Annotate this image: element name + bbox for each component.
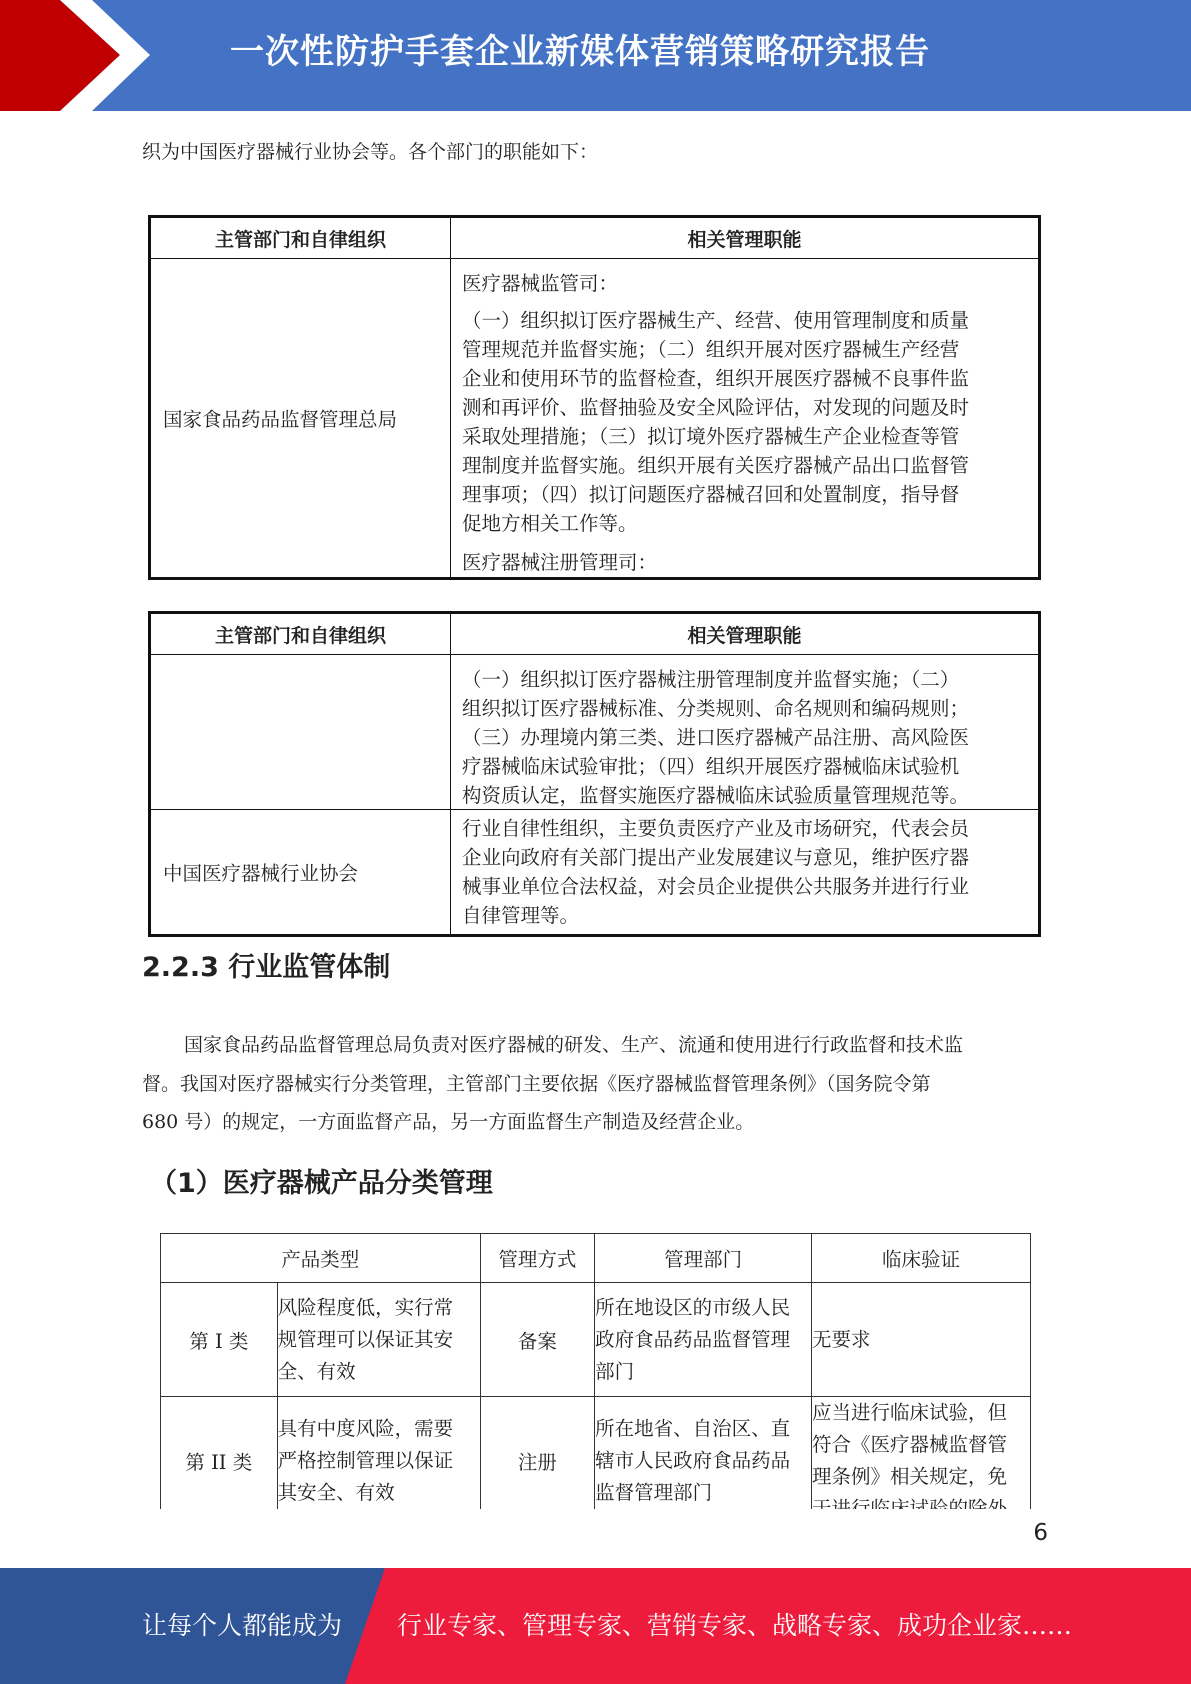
page-number: 6: [1033, 1520, 1048, 1546]
text-line: 符合《医疗器械监督管: [812, 1433, 1008, 1456]
function-paragraph: [462, 306, 1028, 538]
header-product-type: 产品类型: [161, 1234, 481, 1283]
table-header-row: [151, 614, 1038, 654]
section-heading: 2.2.3 行业监管体制: [142, 952, 391, 983]
text-line: 企业和使用环节的监督检查，组织开展医疗器械不良事件监: [462, 367, 970, 390]
subsection-heading: （1）医疗器械产品分类管理: [150, 1168, 493, 1199]
desc-cell: [277, 1283, 480, 1397]
footer-banner: [0, 1568, 1191, 1684]
text-line: 促地方相关工作等。: [462, 512, 638, 535]
header-cell-function: 相关管理职能: [687, 624, 802, 647]
text-line: 部门: [595, 1359, 635, 1383]
org-cell-empty: [151, 655, 451, 809]
regulator-table-2: [148, 611, 1041, 937]
text-line: 测和再评价、监督抽验及安全风险评估，对发现的问题及时: [462, 396, 970, 419]
function-cell: [451, 259, 1038, 577]
text-line: 采取处理措施；（三）拟订境外医疗器械生产企业检查等管: [462, 425, 960, 448]
text-line: 所在地设区的市级人民: [595, 1295, 791, 1319]
header-cell-org: 主管部门和自律组织: [151, 218, 451, 258]
desc-cell: [277, 1397, 480, 1526]
org-cell: [151, 810, 451, 934]
text-line: 具有中度风险，需要: [277, 1417, 454, 1440]
header-clinical-verification: 临床验证: [812, 1234, 1031, 1283]
text-line: 构资质认定，监督实施医疗器械临床试验质量管理规范等。: [462, 784, 970, 807]
footer-slogan-right: 行业专家、管理专家、营销专家、战略专家、成功企业家……: [397, 1611, 1073, 1640]
function-cell: [451, 810, 1038, 934]
footer-slogan-left: 让每个人都能成为: [142, 1611, 343, 1640]
text-line: 企业向政府有关部门提出产业发展建议与意见，维护医疗器: [462, 846, 970, 869]
text-line: 辖市人民政府食品药品: [595, 1449, 791, 1472]
table-row: [161, 1283, 1031, 1397]
header-cell-function: 相关管理职能: [687, 228, 802, 251]
text-line: 行业自律性组织，主要负责医疗产业及市场研究，代表会员: [462, 817, 970, 840]
text-line: 管理规范并监督实施；（二）组织开展对医疗器械生产经营: [462, 338, 960, 361]
body-paragraph: [142, 1026, 1047, 1142]
table-row: [161, 1397, 1031, 1526]
dept-cell: [595, 1397, 812, 1526]
text-line: 规管理可以保证其安: [277, 1327, 454, 1351]
method-cell: 注册: [480, 1397, 595, 1526]
text-line: （一）组织拟订医疗器械生产、经营、使用管理制度和质量: [462, 309, 970, 332]
header-management-dept: 管理部门: [595, 1234, 812, 1283]
text-line: 国家食品药品监督管理总局负责对医疗器械的研发、生产、流通和使用进行行政监督和技术监: [184, 1034, 964, 1056]
text-line: 自律管理等。: [462, 904, 580, 927]
table-row: [151, 809, 1038, 934]
table-header-row: [151, 218, 1038, 258]
text-line: （一）组织拟订医疗器械注册管理制度并监督实施；（二）: [462, 668, 960, 691]
dept-cell: [595, 1283, 812, 1397]
table-header-row: [161, 1234, 1031, 1283]
text-line: 其安全、有效: [277, 1481, 395, 1504]
text-line: 督。我国对医疗器械实行分类管理，主管部门主要依据《医疗器械监督管理条例》（国务院令第: [142, 1072, 931, 1095]
text-line: 无要求: [812, 1327, 871, 1351]
method-cell: 备案: [480, 1283, 595, 1397]
header-banner: [0, 0, 1191, 111]
text-line: 理条例》相关规定，免: [812, 1465, 1008, 1488]
text-line: 所在地省、自治区、直: [595, 1417, 791, 1440]
table-row: [151, 654, 1038, 809]
clinical-cell: [812, 1397, 1031, 1526]
text-line: 械事业单位合法权益，对会员企业提供公共服务并进行行业: [462, 875, 970, 898]
class-cell: 第 II 类: [161, 1397, 278, 1526]
org-name: 国家食品药品监督管理总局: [163, 408, 398, 431]
text-line: 监督管理部门: [595, 1481, 713, 1504]
text-line: 680 号）的规定，一方面监督产品，另一方面监督生产制造及经营企业。: [142, 1111, 755, 1133]
function-cell: [451, 655, 1038, 809]
text-line: 理事项；（四）拟订问题医疗器械召回和处置制度，指导督: [462, 483, 960, 506]
header-management-method: 管理方式: [480, 1234, 595, 1283]
text-line: 严格控制管理以保证: [277, 1449, 454, 1472]
text-line: 医疗器械监管司：: [462, 272, 619, 295]
report-title: 一次性防护手套企业新媒体营销策略研究报告: [230, 32, 930, 72]
header-cell-org: 主管部门和自律组织: [151, 614, 451, 654]
intro-text: 织为中国医疗器械行业协会等。各个部门的职能如下：: [142, 141, 599, 163]
regulator-table-1: [148, 215, 1041, 580]
classification-table: [160, 1233, 1031, 1526]
text-line: 医疗器械注册管理司：: [462, 551, 658, 574]
org-cell: [151, 259, 451, 577]
text-line: 疗器械临床试验审批；（四）组织开展医疗器械临床试验机: [462, 755, 960, 778]
text-line: 政府食品药品监督管理: [595, 1327, 791, 1351]
text-line: 全、有效: [277, 1359, 356, 1383]
text-line: 应当进行临床试验，但: [812, 1401, 1008, 1424]
class-cell: 第 I 类: [161, 1283, 278, 1397]
org-name: 中国医疗器械行业协会: [163, 862, 359, 885]
clinical-cell: [812, 1283, 1031, 1397]
text-line: 组织拟订医疗器械标准、分类规则、命名规则和编码规则；: [462, 697, 970, 720]
text-line: （三）办理境内第三类、进口医疗器械产品注册、高风险医: [462, 726, 970, 749]
table-cutoff-mask: [158, 1509, 1034, 1567]
table-row: [151, 258, 1038, 577]
text-line: 风险程度低，实行常: [277, 1295, 454, 1319]
text-line: 理制度并监督实施。组织开展有关医疗器械产品出口监督管: [462, 454, 970, 477]
